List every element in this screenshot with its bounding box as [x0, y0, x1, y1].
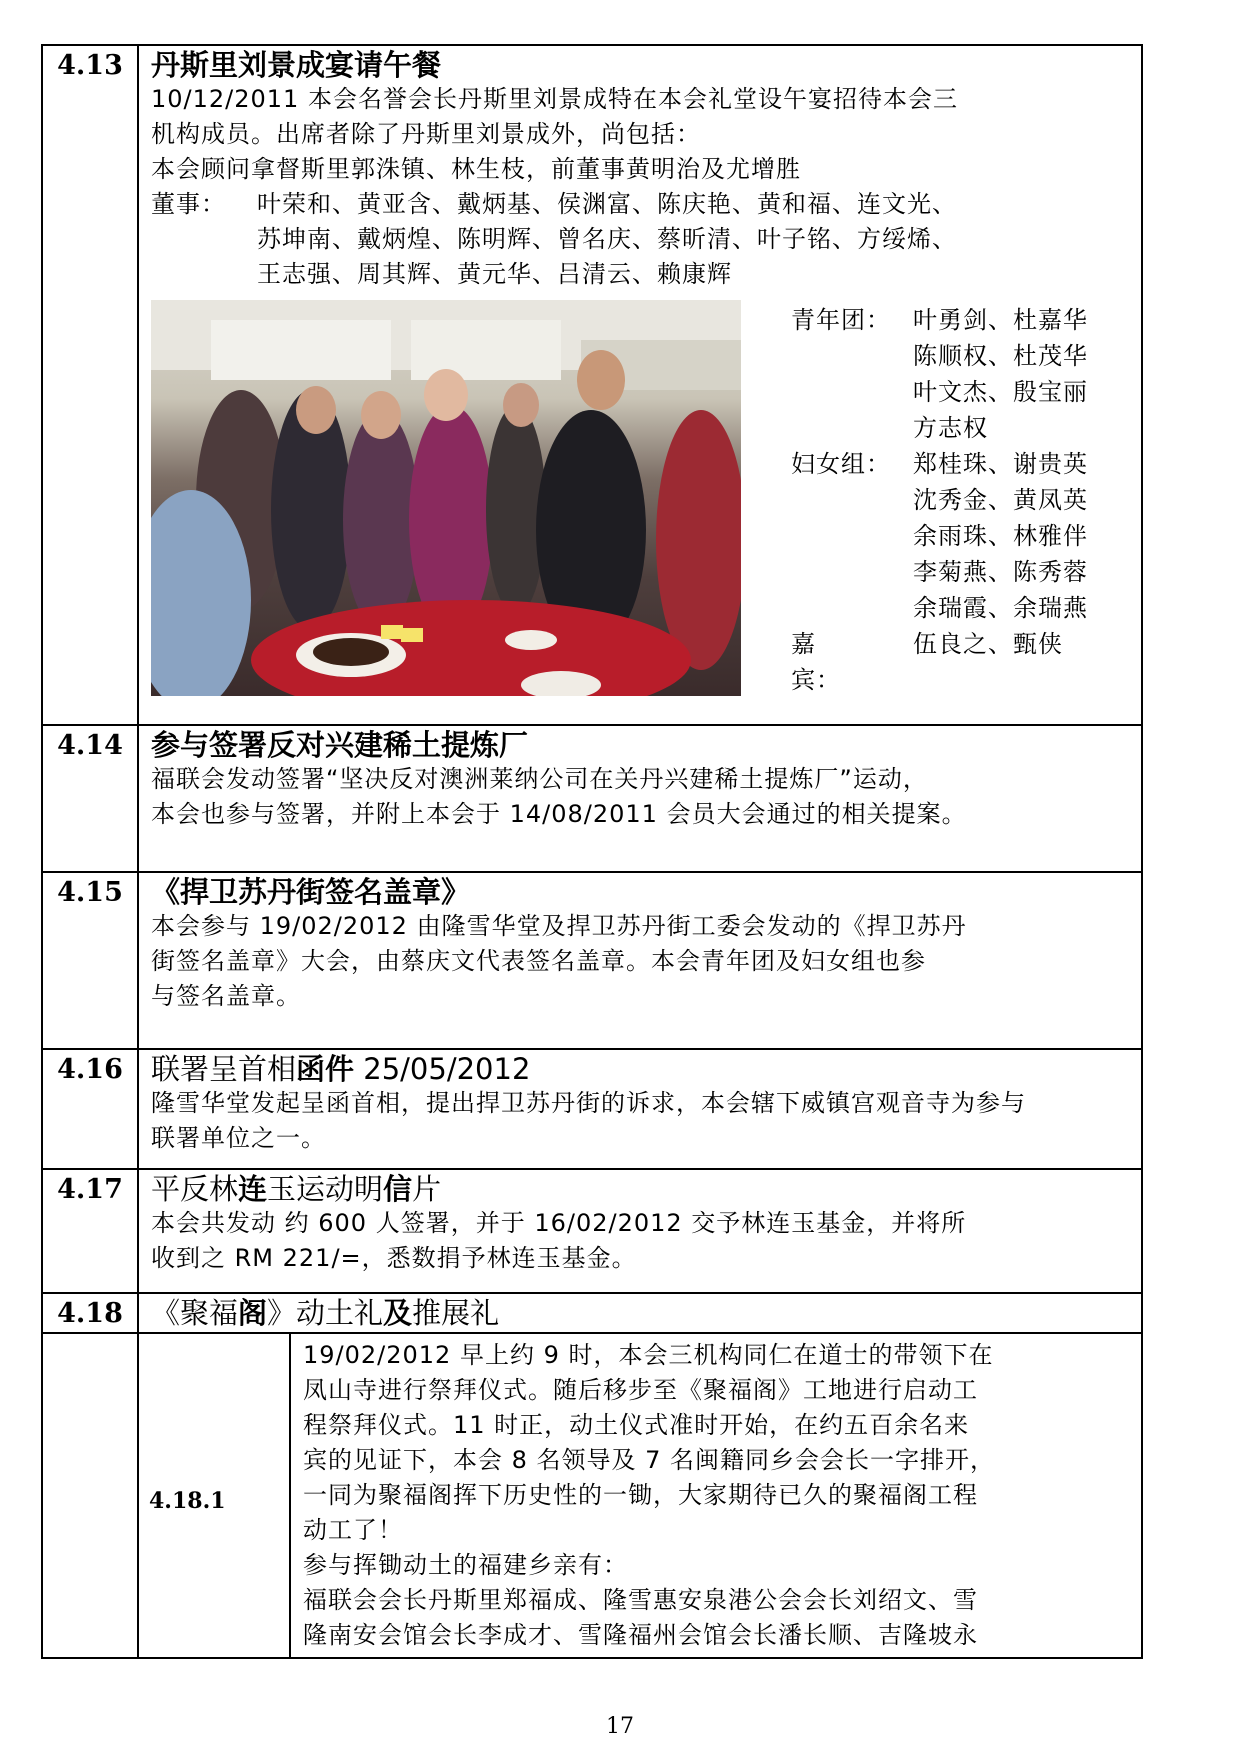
subsection-number: 4.18.1: [139, 1334, 290, 1657]
section-number: 4.15: [42, 872, 138, 1049]
section-4-15: [42, 872, 1142, 1049]
paragraph-line: 本会也参与签署，并附上本会于 14/08/2011 会员大会通过的相关提案。: [151, 800, 967, 828]
report-table: [41, 44, 1143, 1659]
paragraph-line: 联署单位之一。: [151, 1124, 326, 1152]
directors-list: [151, 187, 1131, 292]
directors-line: 王志强、周其辉、黄元华、吕清云、赖康辉: [257, 260, 732, 288]
paragraph-line: 程祭拜仪式。11 时正，动土仪式准时开始，在约五百余名来: [303, 1411, 970, 1439]
title-part: 连: [238, 1172, 268, 1206]
title-part: 《聚福: [151, 1296, 239, 1330]
paragraph-line: 福联会发动签署“坚决反对澳洲莱纳公司在关丹兴建稀土提炼厂”运动，: [151, 765, 928, 793]
directors-label: 董事：: [151, 190, 226, 218]
title-part: 函件: [296, 1052, 355, 1086]
section-4-17: [42, 1169, 1142, 1293]
youth-line: 叶文杰、殷宝丽: [913, 378, 1088, 406]
title-part: 阁: [238, 1296, 268, 1330]
section-4-18: [42, 1293, 1142, 1333]
section-number: 4.16: [42, 1049, 138, 1169]
section-4-16: [42, 1049, 1142, 1169]
guests-label: 嘉 宾：: [791, 630, 866, 694]
title-part: 及: [383, 1296, 413, 1330]
women-line: 郑桂珠、谢贵英: [913, 450, 1088, 478]
page-number: 17: [606, 1714, 634, 1739]
section-4-13: [42, 45, 1142, 725]
title-part: 》动土礼: [267, 1296, 384, 1330]
title-part: 联署呈首相: [151, 1052, 297, 1086]
paragraph-line: 与签名盖章。: [151, 982, 301, 1010]
paragraph-line: 本会共发动 约 600 人签署，并于 16/02/2012 交予林连玉基金，并将所: [151, 1209, 967, 1237]
section-4-14: [42, 725, 1142, 872]
youth-group: [791, 302, 1131, 446]
paragraph-line: 福联会会长丹斯里郑福成、隆雪惠安泉港公会会长刘绍文、雪: [303, 1586, 978, 1614]
paragraph-line: 19/02/2012 早上约 9 时，本会三机构同仁在道士的带领下在: [303, 1341, 994, 1369]
title-date: 25/05/2012: [354, 1052, 531, 1086]
title-part: 信: [383, 1172, 413, 1206]
title-part: 平反林: [151, 1172, 239, 1206]
paragraph-line: 本会参与 19/02/2012 由隆雪华堂及捍卫苏丹街工委会发动的《捍卫苏丹: [151, 912, 967, 940]
paragraph-line: 一同为聚福阁挥下历史性的一锄，大家期待已久的聚福阁工程: [303, 1481, 978, 1509]
subsection-table: [139, 1334, 1141, 1657]
paragraph-line: 街签名盖章》大会，由蔡庆文代表签名盖章。本会青年团及妇女组也参: [151, 947, 926, 975]
section-4-18-1: [42, 1333, 1142, 1658]
women-line: 余瑞霞、余瑞燕: [913, 594, 1088, 622]
section-title: [151, 1052, 1131, 1086]
section-title: 参与签署反对兴建稀土提炼厂: [151, 728, 529, 762]
section-number: 4.14: [42, 725, 138, 872]
paragraph-line: 参与挥锄动土的福建乡亲有：: [303, 1551, 628, 1579]
section-number: 4.13: [42, 45, 138, 725]
section-title: [151, 1296, 1131, 1330]
title-part: 片: [412, 1172, 442, 1206]
women-line: 余雨珠、林雅伴: [913, 522, 1088, 550]
paragraph-line: 隆雪华堂发起呈函首相，提出捍卫苏丹街的诉求，本会辖下威镇宫观音寺为参与: [151, 1089, 1026, 1117]
guests-group: [791, 626, 1131, 698]
report-page: [41, 44, 1143, 1659]
youth-line: 方志权: [913, 414, 988, 442]
youth-line: 叶勇剑、杜嘉华: [913, 306, 1088, 334]
women-group: [791, 446, 1131, 626]
paragraph-line: 机构成员。出席者除了丹斯里刘景成外，尚包括：: [151, 120, 701, 148]
section-number: 4.17: [42, 1169, 138, 1293]
paragraph-line: 本会顾问拿督斯里郭洙镇、林生枝，前董事黄明治及尤增胜: [151, 155, 801, 183]
paragraph-line: 收到之 RM 221/=，悉数捐予林连玉基金。: [151, 1244, 637, 1272]
title-part: 玉运动明: [267, 1172, 384, 1206]
women-line: 李菊燕、陈秀蓉: [913, 558, 1088, 586]
women-label: 妇女组：: [791, 450, 891, 478]
women-line: 沈秀金、黄凤英: [913, 486, 1088, 514]
guests-line: 伍良之、甄侠: [913, 630, 1063, 658]
section-title: 丹斯里刘景成宴请午餐: [151, 48, 442, 82]
youth-label: 青年团：: [791, 306, 891, 334]
section-number: 4.18: [42, 1293, 138, 1333]
paragraph-line: 动工了！: [303, 1516, 403, 1544]
youth-line: 陈顺权、杜茂华: [913, 342, 1088, 370]
paragraph-line: 宾的见证下，本会 8 名领导及 7 名闽籍同乡会会长一字排开，: [303, 1446, 996, 1474]
title-part: 推展礼: [412, 1296, 500, 1330]
paragraph-line: 10/12/2011 本会名誉会长丹斯里刘景成特在本会礼堂设午宴招待本会三: [151, 85, 958, 113]
paragraph-line: 凤山寺进行祭拜仪式。随后移步至《聚福阁》工地进行启动工: [303, 1376, 978, 1404]
attendee-groups: [791, 300, 1131, 698]
photo-block: [151, 300, 1131, 698]
luncheon-photo: [151, 300, 741, 696]
directors-line: 苏坤南、戴炳煌、陈明辉、曾名庆、蔡昕清、叶子铭、方绥烯、: [257, 225, 957, 253]
paragraph-line: 隆南安会馆会长李成才、雪隆福州会馆会长潘长顺、吉隆坡永: [303, 1621, 978, 1649]
directors-line: 叶荣和、黄亚含、戴炳基、侯渊富、陈庆艳、黄和福、连文光、: [257, 190, 957, 218]
section-title: 《捍卫苏丹街签名盖章》: [151, 875, 471, 909]
section-title: [151, 1172, 1131, 1206]
